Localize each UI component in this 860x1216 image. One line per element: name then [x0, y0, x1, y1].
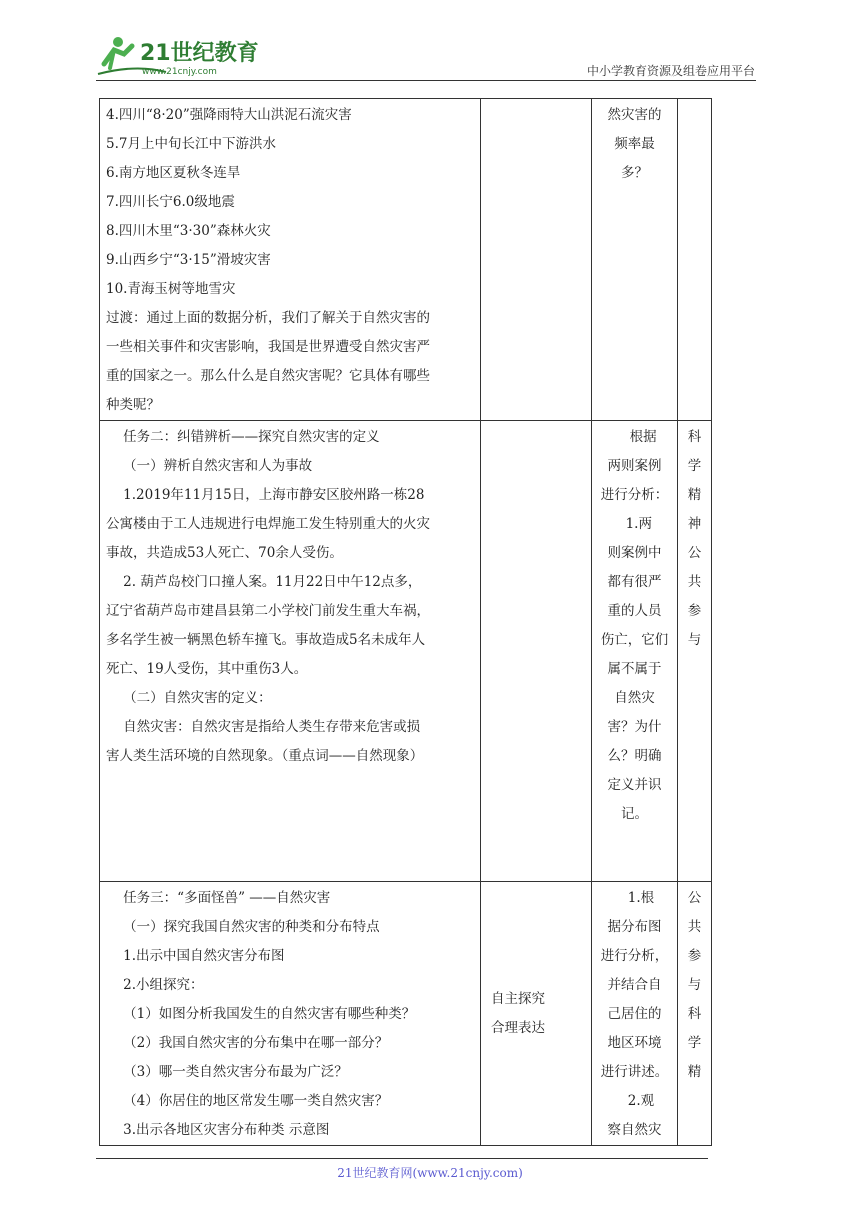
intent-line: 据分布图: [607, 919, 662, 935]
activity-line: （4）你居住的地区常发生哪一类自然灾害？: [106, 1093, 389, 1109]
literacy-char: 公: [687, 545, 702, 561]
intent-line: 属不属于: [607, 661, 662, 677]
activity-line: 辽宁省葫芦岛市建昌县第二小学校门前发生重大车祸，: [106, 603, 430, 619]
literacy-char: 与: [687, 977, 702, 993]
method-cell: [481, 421, 592, 882]
design-intent-cell: [592, 99, 678, 421]
literacy-cell: [678, 99, 712, 421]
table-row: [100, 421, 712, 882]
intent-line: 然灾害的: [607, 107, 662, 123]
activity-line: 自然灾害：自然灾害是指给人类生存带来危害或损: [106, 719, 421, 735]
lesson-table: [99, 98, 712, 1146]
activity-line: 公寓楼由于工人违规进行电焊施工发生特别重大的火灾: [106, 516, 430, 532]
literacy-char: 与: [687, 632, 702, 648]
method-line: 合理表达: [491, 1019, 545, 1036]
activity-line: 5.7月上中旬长江中下游洪水: [106, 136, 276, 152]
activity-line: 2. 葫芦岛校门口撞人案。11月22日中午12点多，: [106, 574, 422, 590]
intent-line: 1.根: [614, 890, 655, 906]
intent-line: 进行分析，: [600, 948, 669, 964]
literacy-char: 科: [687, 1006, 702, 1022]
activity-line: 过渡：通过上面的数据分析，我们了解关于自然灾害的: [106, 310, 430, 326]
literacy-char: 精: [687, 487, 702, 503]
activity-line: 死亡、19人受伤，其中重伤3人。: [106, 661, 308, 677]
activity-line: 事故，共造成53人死亡、70余人受伤。: [106, 545, 343, 561]
activity-line: （二）自然灾害的定义：: [106, 690, 272, 706]
intent-line: 己居住的: [607, 1006, 662, 1022]
literacy-char: 共: [687, 919, 702, 935]
activity-line: 重的国家之一。那么什么是自然灾害呢？它具体有哪些: [106, 368, 430, 384]
logo-text: 21世纪教育: [140, 41, 259, 66]
literacy-char: 学: [687, 1035, 702, 1051]
table-row: [100, 99, 712, 421]
activity-line: 6.南方地区夏秋冬连旱: [106, 165, 241, 181]
activity-line: 2.小组探究：: [106, 977, 204, 993]
literacy-char: 公: [687, 890, 702, 906]
activity-line: 1.出示中国自然灾害分布图: [106, 948, 285, 964]
intent-line: 进行分析：: [600, 487, 669, 503]
intent-line: 记。: [621, 806, 648, 822]
activity-line: 一些相关事件和灾害影响，我国是世界遭受自然灾害严: [106, 339, 430, 355]
literacy-cell: [678, 421, 712, 882]
activity-cell: [100, 99, 481, 421]
intent-line: 重的人员: [607, 603, 662, 619]
intent-line: 察自然灾: [607, 1122, 662, 1138]
activity-line: 任务三：“多面怪兽” ——自然灾害: [106, 890, 331, 906]
activity-line: 害人类生活环境的自然现象。（重点词——自然现象）: [106, 748, 424, 764]
activity-line: 8.四川木里“3·30”森林火灾: [106, 223, 271, 239]
intent-line: 都有很严: [607, 574, 662, 590]
intent-line: 地区环境: [607, 1035, 662, 1051]
intent-line: 1.两: [617, 516, 652, 532]
intent-line: 多？: [621, 165, 648, 181]
literacy-char: 学: [687, 458, 702, 474]
method-line: 自主探究: [491, 990, 545, 1007]
literacy-char: 参: [687, 603, 702, 619]
literacy-char: 共: [687, 574, 702, 590]
design-intent-cell: [592, 882, 678, 1146]
activity-line: 种类呢？: [106, 397, 160, 413]
activity-line: （一）辨析自然灾害和人为事故: [106, 458, 313, 474]
design-intent-cell: [592, 421, 678, 882]
activity-line: 7.四川长宁6.0级地震: [106, 194, 235, 210]
intent-line: 根据: [612, 429, 657, 445]
literacy-char: 参: [687, 948, 702, 964]
platform-name: 中小学教育资源及组卷应用平台: [586, 64, 755, 78]
footer-link[interactable]: 21世纪教育网(www.21cnjy.com): [337, 1166, 523, 1180]
literacy-char: 科: [687, 429, 702, 445]
intent-line: 伤亡，它们: [600, 632, 669, 648]
footer-divider: [96, 1158, 708, 1159]
activity-cell: [100, 882, 481, 1146]
logo-icon: [96, 34, 266, 78]
intent-line: 则案例中: [607, 545, 662, 561]
method-cell: [481, 882, 592, 1146]
intent-line: 么？明确: [607, 748, 662, 764]
intent-line: 定义并识: [607, 777, 662, 793]
activity-line: （1）如图分析我国发生的自然灾害有哪些种类？: [106, 1006, 416, 1022]
activity-line: 10.青海玉树等地雪灾: [106, 281, 236, 297]
activity-line: 1.2019年11月15日，上海市静安区胶州路一栋28: [106, 487, 425, 503]
activity-line: 9.山西乡宁“3·15”滑坡灾害: [106, 252, 271, 268]
intent-line: 害？为什: [607, 719, 662, 735]
intent-line: 频率最: [614, 136, 655, 152]
activity-line: （2）我国自然灾害的分布集中在哪一部分？: [106, 1035, 389, 1051]
literacy-char: 精: [687, 1064, 702, 1080]
method-cell: [481, 99, 592, 421]
table-row: [100, 882, 712, 1146]
literacy-char: 神: [687, 516, 702, 532]
page-header: [0, 0, 860, 90]
intent-line: 自然灾: [614, 690, 655, 706]
logo-url: www.21cnjy.com: [142, 67, 217, 77]
literacy-cell: [678, 882, 712, 1146]
activity-line: 3.出示各地区灾害分布种类 示意图: [106, 1122, 330, 1138]
activity-line: （3）哪一类自然灾害分布最为广泛？: [106, 1064, 348, 1080]
intent-line: 并结合自: [607, 977, 662, 993]
intent-line: 两则案例: [607, 458, 662, 474]
activity-line: 多名学生被一辆黑色轿车撞飞。事故造成5名未成年人: [106, 632, 426, 648]
activity-line: （一）探究我国自然灾害的种类和分布特点: [106, 919, 380, 935]
header-divider: [96, 80, 756, 81]
activity-cell: [100, 421, 481, 882]
intent-line: 2.观: [614, 1093, 655, 1109]
activity-line: 任务二：纠错辨析——探究自然灾害的定义: [106, 429, 380, 445]
intent-line: 进行讲述。: [600, 1064, 669, 1080]
activity-line: 4.四川“8·20”强降雨特大山洪泥石流灾害: [106, 107, 352, 123]
